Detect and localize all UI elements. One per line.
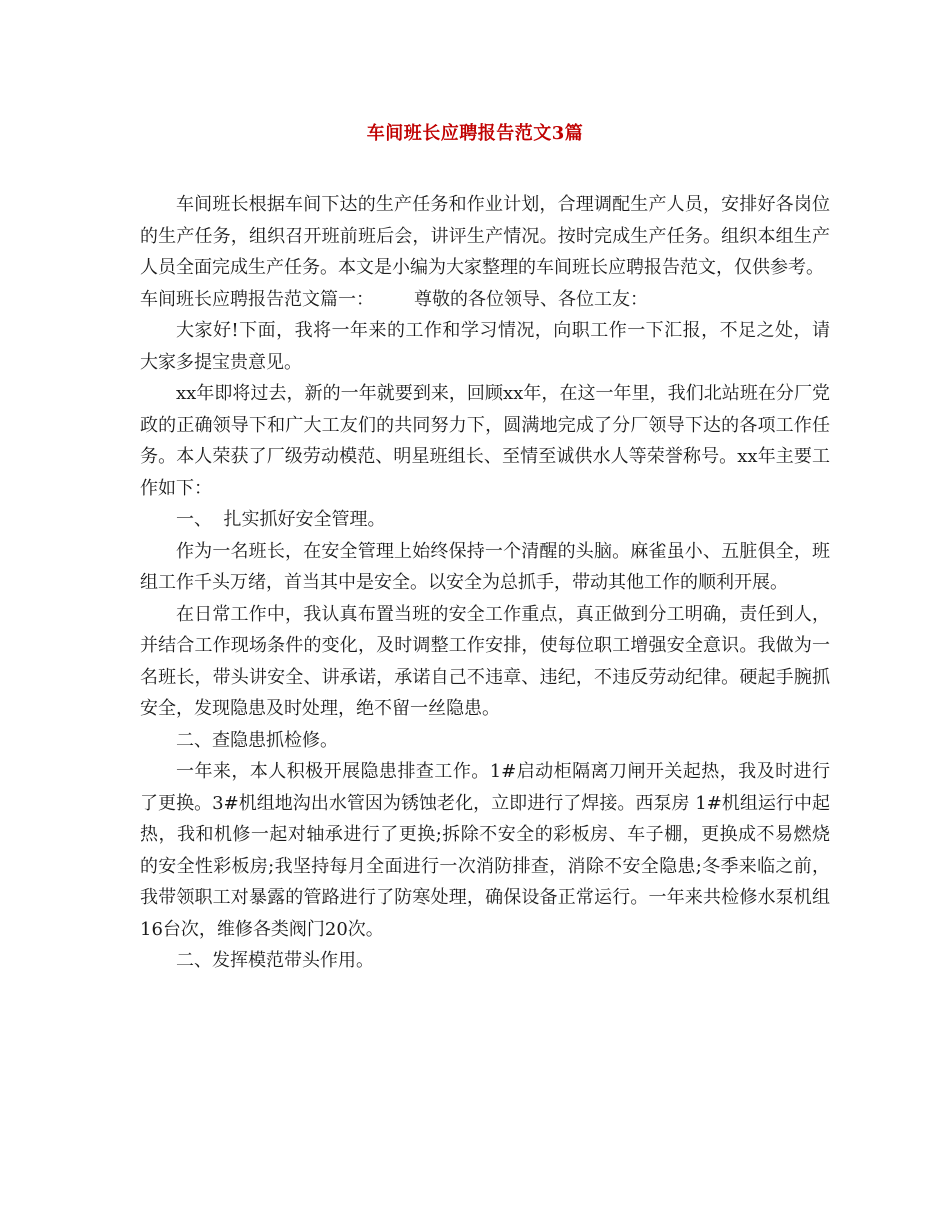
intro-paragraph: 车间班长根据车间下达的生产任务和作业计划，合理调配生产人员，安排好各岗位的生产任务，组织召开班前班后会，讲评生产情况。按时完成生产任务。组织本组生产人员全面完成生产任务。本文是小编为大家整理的车间班长应聘报告范文，仅供参考。 bbox=[140, 194, 830, 278]
safety-paragraph-2: 在日常工作中，我认真布置当班的安全工作重点，真正做到分工明确，责任到人，并结合工作现场条件的变化，及时调整工作安排，使每位职工增强安全意识。我做为一名班长，带头讲安全、讲承诺，承诺自己不违章、违纪，不违反劳动纪律。硬起手腕抓安全，发现隐患及时处理，绝不留一丝隐患。 bbox=[140, 603, 830, 719]
salutation: 尊敬的各位领导、各位工友： bbox=[414, 288, 648, 310]
document-body bbox=[140, 189, 830, 977]
chapter-label: 车间班长应聘报告范文篇一： bbox=[140, 288, 374, 310]
section-heading-model: 二、发挥模范带头作用。 bbox=[176, 950, 374, 971]
section-heading-repair: 二、查隐患抓检修。 bbox=[176, 729, 338, 751]
greeting-paragraph: 大家好!下面，我将一年来的工作和学习情况，向职工作一下汇报，不足之处，请大家多提宝贵意见。 bbox=[140, 320, 830, 373]
review-paragraph: xx年即将过去，新的一年就要到来，回顾xx年，在这一年里，我们北站班在分厂党政的正确领导下和广大工友们的共同努力下，圆满地完成了分厂领导下达的各项工作任务。本人荣获了厂级劳动模范、明星班组长、至情至诚供水人等荣誉称号。xx年主要工作如下： bbox=[140, 383, 830, 499]
section-heading-safety: 一、 扎实抓好安全管理。 bbox=[176, 509, 386, 530]
document-title: 车间班长应聘报告范文3篇 bbox=[366, 123, 584, 144]
safety-paragraph-1: 作为一名班长，在安全管理上始终保持一个清醒的头脑。麻雀虽小、五脏俱全，班组工作千头万绪，首当其中是安全。以安全为总抓手，带动其他工作的顺利开展。 bbox=[140, 540, 830, 593]
chapter-line bbox=[140, 284, 830, 316]
repair-paragraph: 一年来，本人积极开展隐患排查工作。1#启动柜隔离刀闸开关起热，我及时进行了更换。3#机组地沟出水管因为锈蚀老化，立即进行了焊接。西泵房 1#机组运行中起热，我和机修一起对轴承进行了更换;拆除不安全的彩板房、车子棚，更换成不易燃烧的安全性彩板房;我坚持每月全面进行一次消防排查，消除不安全隐患;冬季来临之前，我带领职工对暴露的管路进行了防寒处理，确保设备正常运行。一年来共检修水泵机组16台次，维修各类阀门20次。 bbox=[140, 761, 830, 940]
